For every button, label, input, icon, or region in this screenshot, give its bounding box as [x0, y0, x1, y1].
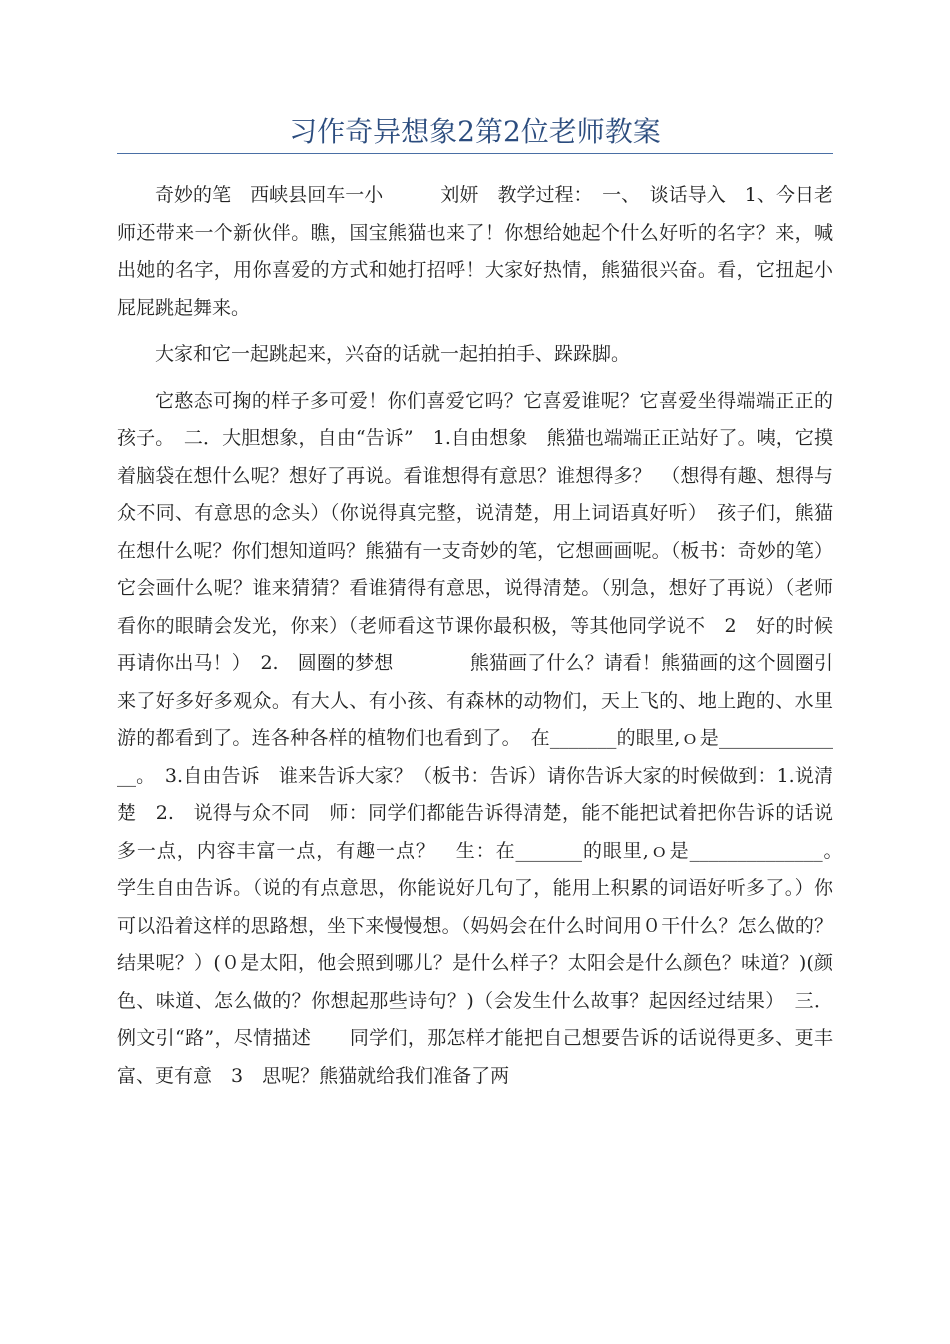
document-title: 习作奇异想象2第2位老师教案 — [289, 115, 661, 148]
paragraph-dance: 大家和它一起跳起来，兴奋的话就一起拍拍手、跺跺脚。 — [155, 343, 631, 365]
paragraph-lesson: 它憨态可掬的样子多可爱！你们喜爱它吗？它喜爱谁呢？它喜爱坐得端端正正的孩子。 二．大胆想象，自由“告诉” 1.自由想象 熊猫也端端正正站好了。咦，它摸着脑袋在想什么呢？想好了再说。看谁想得有意思？谁想得多？ （想得有趣、想得与众不同、有意思的念头）（你说得真完整，说清楚，用上词语真好听） 孩子们，熊猫在想什么呢？你们想知道吗？熊猫有一支奇妙的笔，它想画画呢。（板书：奇妙的笔）它会画什么呢？谁来猜猜？看谁猜得有意思，说得清楚。（别急，想好了再说）（老师看你的眼睛会发光，你来）（老师看这节课你最积极，等其他同学说不 2 好的时候再请你出马！） 2. 圆圈的梦想 熊猫画了什么？请看！熊猫画的这个圆圈引来了好多好多观众。有大人、有小孩、有森林的动物们，天上飞的、地上跑的、水里游的都看到了。连各种各样的植物们也看到了。 在_______的眼里,ｏ是______________。 3.自由告诉 谁来告诉大家？（板书：告诉）请你告诉大家的时候做到：1.说清楚 2. 说得与众不同 师：同学们都能告诉得清楚，能不能把试着把你告诉的话说多一点，内容丰富一点，有趣一点？ 生：在_______的眼里,ｏ是______________。 学生自由告诉。（说的有点意思，你能说好几句了，能用上积累的词语好听多了。）你可以沿着这样的思路想，坐下来慢慢想。（妈妈会在什么时间用０干什么？怎么做的？结果呢？）(０是太阳，他会照到哪儿？是什么样子？太阳会是什么颜色？味道？)(颜色、味道、怎么做的？你想起那些诗句？)（会发生什么故事？起因经过结果） 三．例文引“路”，尽情描述 同学们，那怎样才能把自己想要告诉的话说得更多、更丰富、更有意 3 思呢？熊猫就给我们准备了两 — [117, 389, 853, 1087]
document-body — [117, 177, 853, 1095]
paragraph-intro: 奇妙的笔 西峡县回车一小 刘妍 教学过程： 一、 谈话导入 1、今日老师还带来一个新伙伴。瞧，国宝熊猫也来了！你想给她起个什么好听的名字？来，喊出她的名字，用你喜爱的方式和她打招呼！大家好热情，熊猫很兴奋。看，它扭起小屁屁跳起舞来。 — [117, 184, 833, 319]
title-underline — [117, 153, 833, 154]
